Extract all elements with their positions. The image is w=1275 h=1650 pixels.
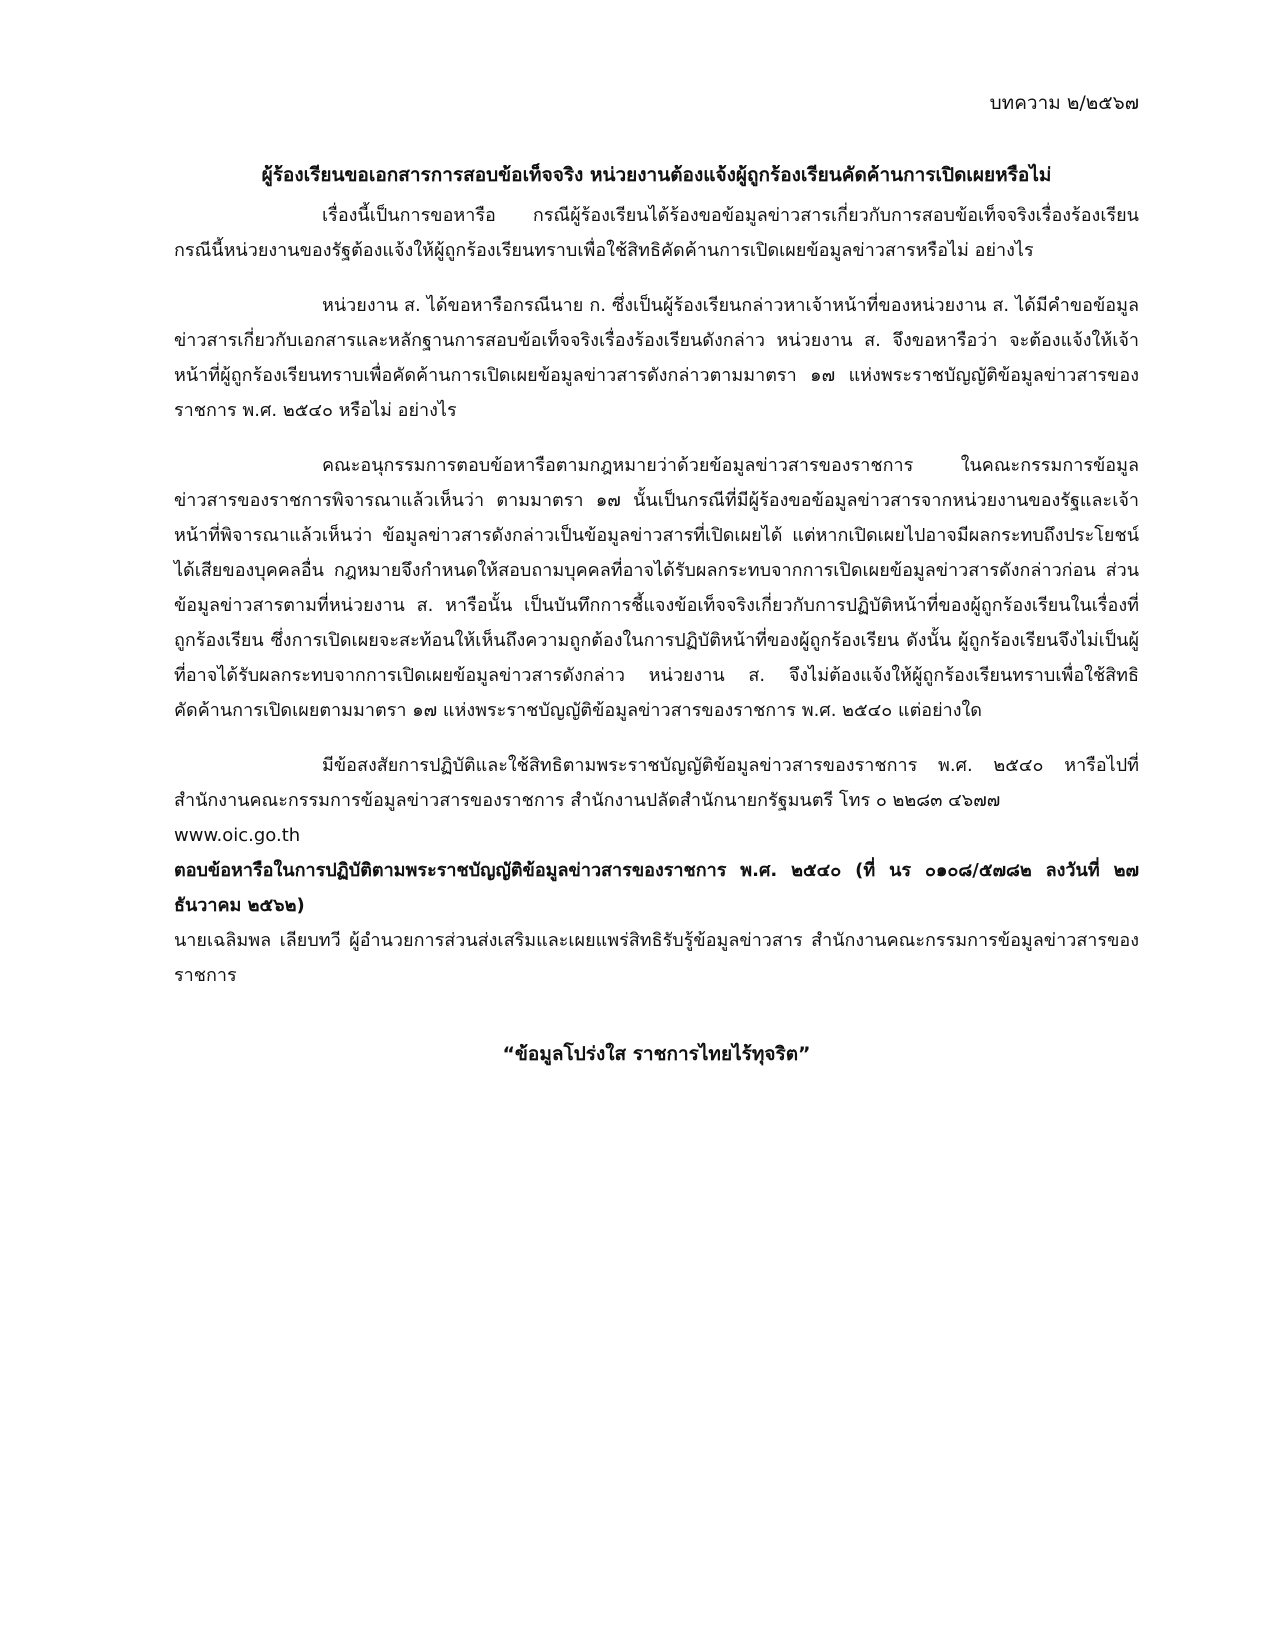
author-credit: นายเฉลิมพล เลียบทวี ผู้อำนวยการส่วนส่งเสริมและเผยแพร่สิทธิรับรู้ข้อมูลข่าวสาร สำนักงานคณะกรรมการข้อมูลข่าวสารของราชการ [174,930,1139,986]
slogan: “ข้อมูลโปร่งใส ราชการไทยไร้ทุจริต” [502,1043,811,1065]
paragraph-opinion: คณะอนุกรรมการตอบข้อหารือตามกฎหมายว่าด้วยข้อมูลข่าวสารของราชการ ในคณะกรรมการข้อมูลข่าวสารของราชการพิจารณาแล้วเห็นว่า ตามมาตรา ๑๗ นั้นเป็นกรณีที่มีผู้ร้องขอข้อมูลข่าวสารจากหน่วยงานของรัฐและเจ้าหน้าที่พิจารณาแล้วเห็นว่า ข้อมูลข่าวสารดังกล่าวเป็นข้อมูลข่าวสารที่เปิดเผยได้ แต่หากเปิดเผยไปอาจมีผลกระทบถึงประโยชน์ได้เสียของบุคคลอื่น กฎหมายจึงกำหนดให้สอบถามบุคคลที่อาจได้รับผลกระทบจากการเปิดเผยข้อมูลข่าวสารดังกล่าวก่อน ส่วนข้อมูลข่าวสารตามที่หน่วยงาน ส. หารือนั้น เป็นบันทึกการชี้แจงข้อเท็จจริงเกี่ยวกับการปฏิบัติหน้าที่ของผู้ถูกร้องเรียนในเรื่องที่ถูกร้องเรียน ซึ่งการเปิดเผยจะสะท้อนให้เห็นถึงความถูกต้องในการปฏิบัติหน้าที่ของผู้ถูกร้องเรียน ดังนั้น ผู้ถูกร้องเรียนจึงไม่เป็นผู้ที่อาจได้รับผลกระทบจากการเปิดเผยข้อมูลข่าวสารดังกล่าว หน่วยงาน ส. จึงไม่ต้องแจ้งให้ผู้ถูกร้องเรียนทราบเพื่อใช้สิทธิคัดค้านการเปิดเผยตามมาตรา ๑๗ แห่งพระราชบัญญัติข้อมูลข่าวสารของราชการ พ.ศ. ๒๕๔๐ แต่อย่างใด [174,455,1139,721]
document-number: บทความ ๒/๒๕๖๗ [989,92,1139,114]
contact-info: มีข้อสงสัยการปฏิบัติและใช้สิทธิตามพระราชบัญญัติข้อมูลข่าวสารของราชการ พ.ศ. ๒๕๔๐ หารือไปที่สำนักงานคณะกรรมการข้อมูลข่าวสารของราชการ สำนักงานปลัดสำนักนายกรัฐมนตรี โทร ๐ ๒๒๘๓ ๔๖๗๗ [174,755,1139,811]
article-title: ผู้ร้องเรียนขอเอกสารการสอบข้อเท็จจริง หน่วยงานต้องแจ้งผู้ถูกร้องเรียนคัดค้านการเปิดเผยหรือไม่ [261,164,1052,186]
reference-citation: ตอบข้อหารือในการปฏิบัติตามพระราชบัญญัติข้อมูลข่าวสารของราชการ พ.ศ. ๒๕๔๐ (ที่ นร ๐๑๐๘/๕๗๘๒ ลงวันที่ ๒๗ ธันวาคม ๒๕๖๒) [174,860,1139,916]
paragraph-intro: เรื่องนี้เป็นการขอหารือ กรณีผู้ร้องเรียนได้ร้องขอข้อมูลข่าวสารเกี่ยวกับการสอบข้อเท็จจริงเรื่องร้องเรียน กรณีนี้หน่วยงานของรัฐต้องแจ้งให้ผู้ถูกร้องเรียนทราบเพื่อใช้สิทธิคัดค้านการเปิดเผยข้อมูลข่าวสารหรือไม่ อย่างไร [174,205,1139,261]
paragraph-case: หน่วยงาน ส. ได้ขอหารือกรณีนาย ก. ซึ่งเป็นผู้ร้องเรียนกล่าวหาเจ้าหน้าที่ของหน่วยงาน ส. ได้มีคำขอข้อมูลข่าวสารเกี่ยวกับเอกสารและหลักฐานการสอบข้อเท็จจริงเรื่องร้องเรียนดังกล่าว หน่วยงาน ส. จึงขอหารือว่า จะต้องแจ้งให้เจ้าหน้าที่ผู้ถูกร้องเรียนทราบเพื่อคัดค้านการเปิดเผยข้อมูลข่าวสารดังกล่าวตามมาตรา ๑๗ แห่งพระราชบัญญัติข้อมูลข่าวสารของราชการ พ.ศ. ๒๕๔๐ หรือไม่ อย่างไร [174,295,1139,421]
website-url: www.oic.go.th [174,825,301,846]
